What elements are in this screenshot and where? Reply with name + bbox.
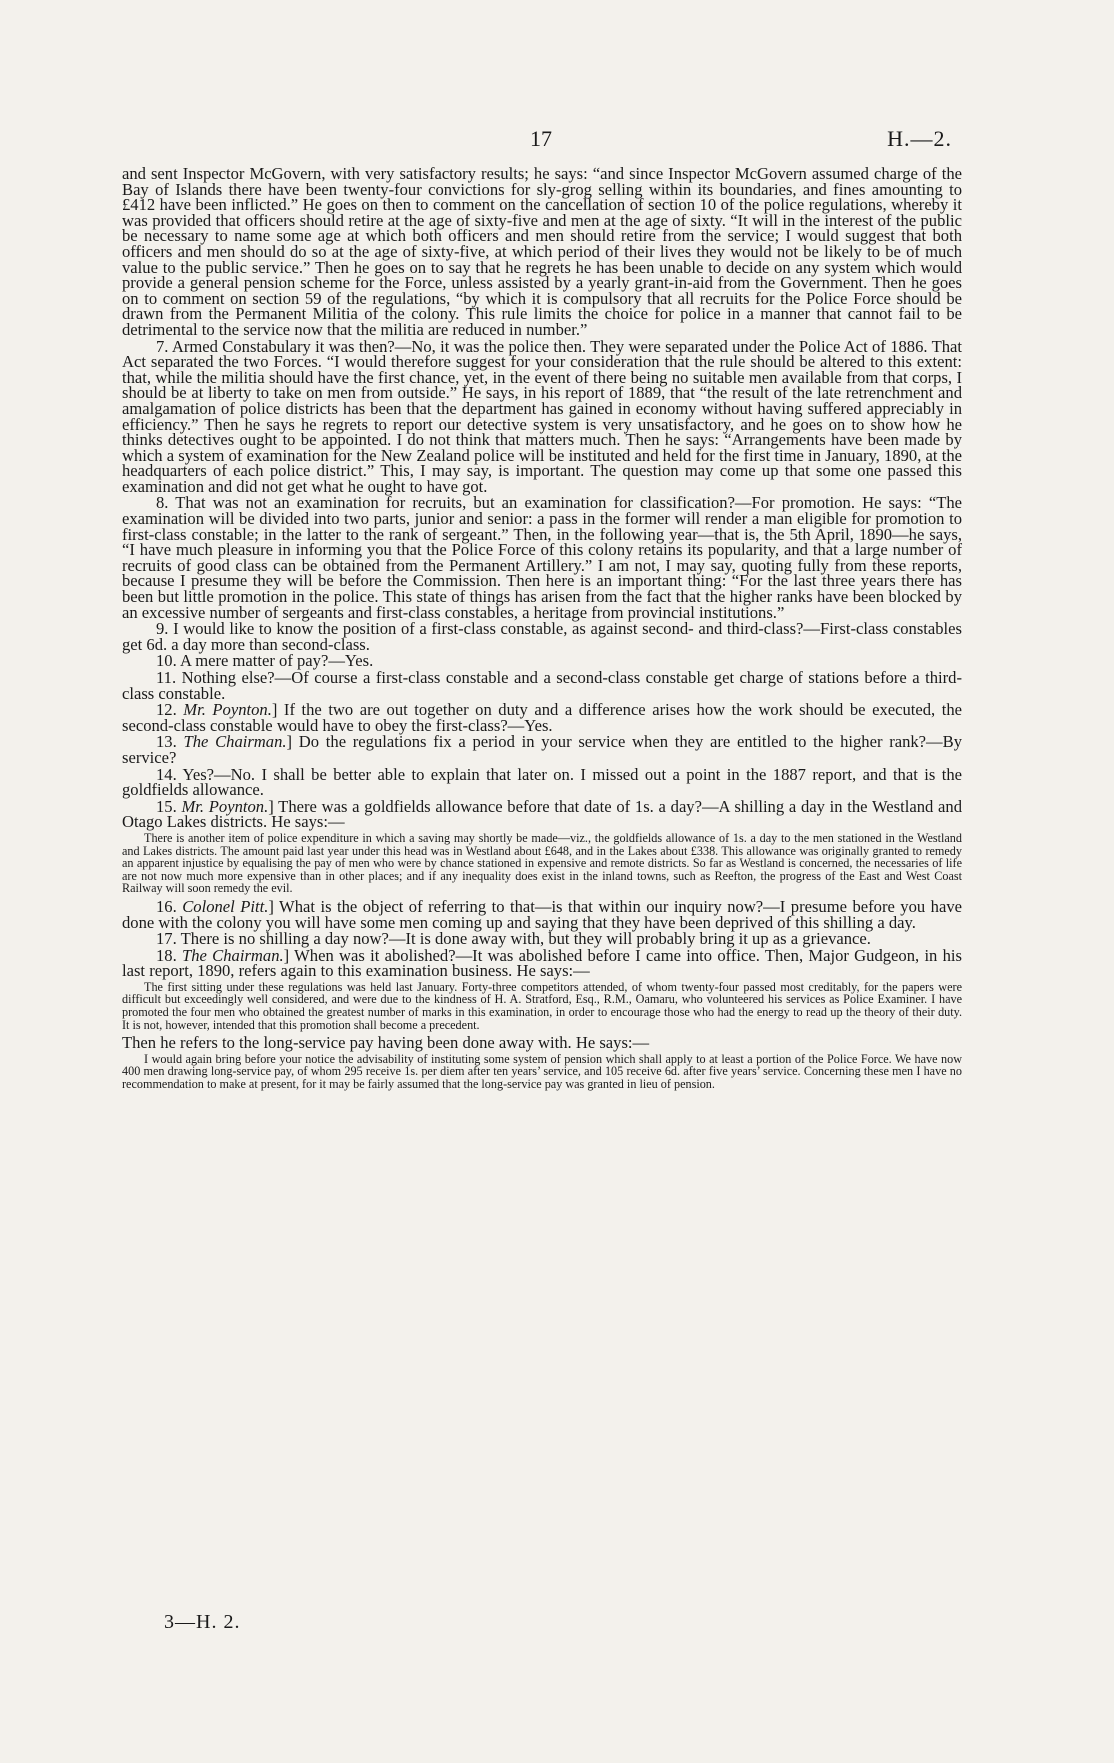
body-paragraph: 15. Mr. Poynton.] There was a goldfields allowance before that date of 1s. a day?—A shilling a day in the Westland and Otago Lakes districts. He says:— [122,796,962,832]
body-paragraph: and sent Inspector McGovern, with very satisfactory results; he says: “and since Inspector McGovern assumed charge of the Bay of Islands there have been twenty-four convictions for sly-grog selling within its boundaries, and fines amounting to £412 have been inflicted.” He goes on then to comment on the cancellation of section 10 of the police regulations, whereby it was provided that officers should retire at the age of sixty-five and men at the age of sixty. “It will in the interest of the public be necessary to name some age at which both officers and men should retire from the service; I would suggest that both officers and men should do so at the age of sixty-five, at which period of their lives they would not be likely to be of much value to the public service.” Then he goes on to say that he regrets he has been unable to decide on any system which would provide a general pension scheme for the Force, unless assisted by a yearly grant-in-aid from the Government. Then he goes on to comment on section 59 of the regulations, “by which it is compulsory that all recruits for the Police Force should be drawn from the Permanent Militia of the colony. This rule limits the choice for police in a manner that cannot fail to be detrimental to the service now that the militia are reduced in number.” [122,164,962,339]
quoted-report-excerpt: There is another item of police expenditure in which a saving may shortly be made—viz., the goldfields allowance of 1s. a day to the men stationed in the Westland and Lakes districts. The amount paid last year under this head was in Westland about £648, and in the Lakes about £338. This allowance was originally granted to remedy an apparent injustice by equalising the pay of men who were by chance stationed in expensive and remote districts. So far as Westland is concerned, the necessaries of life are not now much more expensive than in other places; and if any inequality does exist in the inland towns, such as Reefton, the progress of the East and West Coast Railway will soon remedy the evil. [122,830,962,896]
body-paragraph: 9. I would like to know the position of a first-class constable, as against second- and third-class?—First-class constables get 6d. a day more than second-class. [122,619,962,654]
document-reference: H.—2. [887,126,952,151]
body-paragraph: 14. Yes?—No. I shall be better able to explain that later on. I missed out a point in the 1887 report, and that is the goldfields allowance. [122,764,962,800]
document-body [122,166,962,1095]
body-paragraph: 17. There is no shilling a day now?—It is done away with, but they will probably bring it up as a grievance. [156,929,871,949]
body-paragraph: 10. A mere matter of pay?—Yes. [156,651,374,671]
body-paragraph: 7. Armed Constabulary it was then?—No, it was the police then. They were separated under the Police Act of 1886. That Act separated the two Forces. “I would therefore suggest for your consideration that the rule should be altered to this extent: that, while the militia should have the first chance, yet, in the event of there being no suitable men available from that corps, I should be at liberty to take on men from outside.” He says, in his report of 1889, that “the result of the late retrenchment and amalgamation of police districts has been that the department has gained in economy without having suffered appreciably in efficiency.” Then he says he regrets to report our detective system is very unsatisfactory, and he goes on to show how he thinks detectives ought to be appointed. I do not think that matters much. Then he says: “Arrangements have been made by which a system of examination for the New Zealand police will be instituted and held for the first time in January, 1890, at the headquarters of each police district.” This, I may say, is important. The question may come up that some one passed this examination and did not get what he ought to have got. [122,336,962,496]
quoted-report-excerpt: I would again bring before your notice the advisability of instituting some system of pension which shall apply to at least a portion of the Police Force. We have now 400 men drawing long-service pay, of whom 295 receive 1s. per diem after ten years’ service, and 105 receive 6d. after five years’ service. Concerning these men I have no recommendation to make at present, for it may be fairly assumed that the long-service pay was granted in lieu of pension. [122,1051,962,1092]
body-paragraph: 12. Mr. Poynton.] If the two are out together on duty and a difference arises how the work should be executed, the second-class constable would have to obey the first-class?—Yes. [122,700,962,735]
body-paragraph: 13. The Chairman.] Do the regulations fix a period in your service when they are entitled to the higher rank?—By service? [122,732,963,767]
signature-mark: 3—H. 2. [164,1611,241,1633]
page-header [0,126,1114,156]
body-paragraph: 11. Nothing else?—Of course a first-class constable and a second-class constable get charge of stations before a third-class constable. [122,668,962,703]
body-paragraph: 16. Colonel Pitt.] What is the object of referring to that—is that within our inquiry now?—I presume before you have done with the colony you will have some men coming up and saying that they have been deprived of this shilling a day. [122,896,963,932]
page-number: 17 [530,126,552,151]
quoted-report-excerpt: The first sitting under these regulations was held last January. Forty-three competitors attended, of whom twenty-four passed most creditably, for the papers were difficult but exceedingly well considered, and were due to the kindness of H. A. Stratford, Esq., R.M., Oamaru, who volunteered his services as Police Examiner. I have promoted the four men who obtained the greatest number of marks in this examination, in order to encourage those who had the energy to read up the theory of their duty. It is not, however, intended that this promotion shall become a precedent. [122,979,962,1032]
body-paragraph: 18. The Chairman.] When was it abolished?—It was abolished before I came into office. Then, Major Gudgeon, in his last report, 1890, refers again to this examination business. He says:— [122,945,962,981]
body-paragraph: 8. That was not an examination for recruits, but an examination for classification?—For promotion. He says: “The examination will be divided into two parts, junior and senior: a pass in the former will render a man eligible for promotion to first-class constable; in the latter to the rank of sergeant.” Then, in the following year—that is, the 5th April, 1890—he says, “I have much pleasure in informing you that the Police Force of this colony retains its popularity, and that a large number of recruits of good class can be obtained from the Permanent Artillery.” I am not, I may say, quoting fully from these reports, because I presume they will be before the Commission. Then here is an important thing: “For the last three years there has been but little promotion in the police. This state of things has arisen from the fact that the higher ranks have been blocked by an excessive number of sergeants and first-class constables, a heritage from provincial institutions.” [122,493,962,622]
body-paragraph: Then he refers to the long-service pay having been done away with. He says:— [122,1033,650,1053]
